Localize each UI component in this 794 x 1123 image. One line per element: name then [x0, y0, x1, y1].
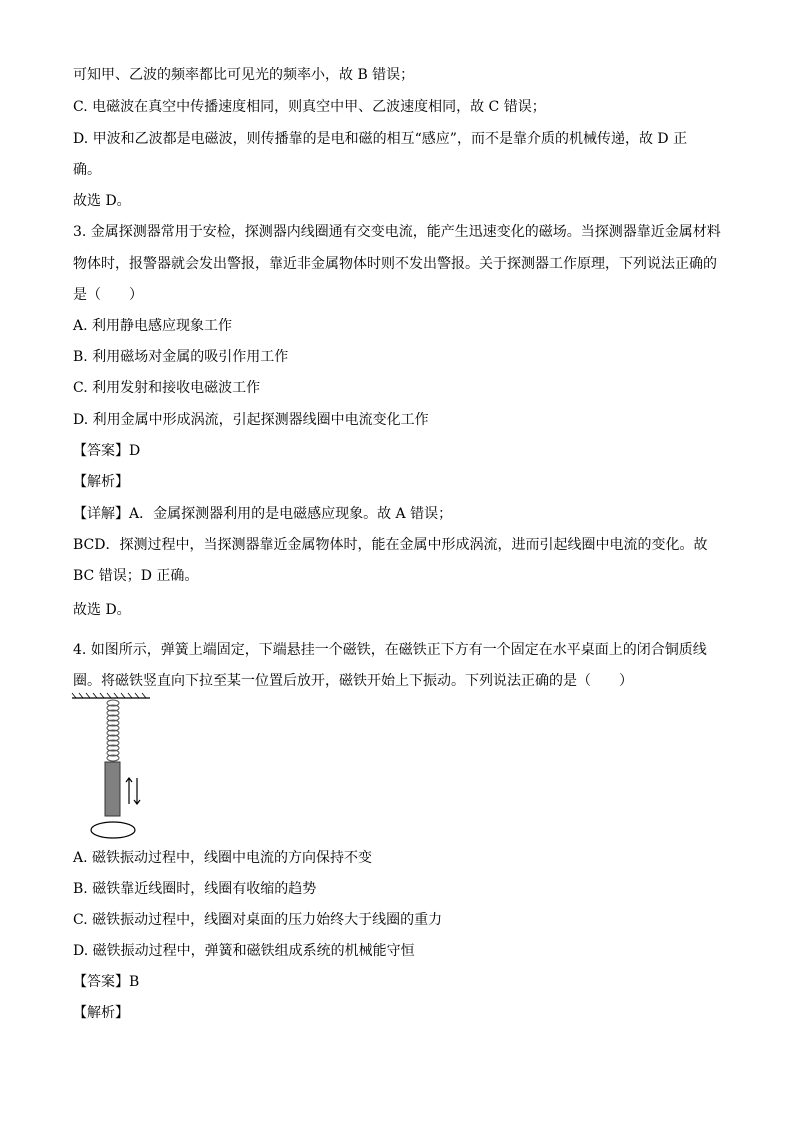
question-4-stem: 圈。将磁铁竖直向下拉至某一位置后放开，磁铁开始上下振动。下列说法正确的是（ ）	[73, 673, 633, 689]
spring-magnet-figure	[70, 692, 160, 842]
detail-text: BCD．探测过程中，当探测器靠近金属物体时，能在金属中形成涡流，进而引起线圈中电流的变化。故	[73, 537, 708, 553]
text-line: 确。	[73, 162, 101, 178]
spring	[107, 700, 119, 761]
question-3-stem: 是（ ）	[73, 287, 143, 303]
copper-coil	[91, 822, 135, 838]
option-b: B. 利用磁场对金属的吸引作用工作	[73, 349, 289, 365]
question-3-stem: 物体时，报警器就会发出警报，靠近非金属物体时则不发出警报。关于探测器工作原理，下列说法正确的	[73, 256, 717, 272]
magnet	[105, 762, 120, 816]
option-d: D. 磁铁振动过程中，弹簧和磁铁组成系统的机械能守恒	[73, 943, 415, 959]
answer-label: 【答案】B	[73, 974, 140, 990]
text-line: 故选 D。	[73, 193, 131, 209]
text-line: 故选 D。	[73, 602, 131, 618]
ceiling-support	[72, 693, 150, 698]
detail-text: BC 错误；D 正确。	[73, 568, 199, 584]
answer-label: 【答案】D	[73, 443, 141, 459]
option-d: D. 利用金属中形成涡流，引起探测器线圈中电流变化工作	[73, 412, 429, 428]
option-a: A. 利用静电感应现象工作	[73, 318, 233, 334]
question-3-stem: 3. 金属探测器常用于安检，探测器内线圈通有交变电流，能产生迅速变化的磁场。当探测器靠近金属材料	[73, 224, 721, 240]
option-a: A. 磁铁振动过程中，线圈中电流的方向保持不变	[73, 850, 373, 866]
question-4-stem: 4. 如图所示，弹簧上端固定，下端悬挂一个磁铁，在磁铁正下方有一个固定在水平桌面上的闭合铜质线	[73, 642, 707, 658]
detail-text: 【详解】A．金属探测器利用的是电磁感应现象。故 A 错误；	[73, 506, 453, 522]
oscillation-arrows-icon	[126, 778, 140, 804]
option-b: B. 磁铁靠近线圈时，线圈有收缩的趋势	[73, 881, 317, 897]
option-c: C. 磁铁振动过程中，线圈对桌面的压力始终大于线圈的重力	[73, 912, 443, 928]
analysis-label: 【解析】	[73, 1005, 129, 1021]
text-line: 可知甲、乙波的频率都比可见光的频率小，故 B 错误；	[73, 67, 415, 83]
analysis-label: 【解析】	[73, 474, 129, 490]
option-c: C. 利用发射和接收电磁波工作	[73, 380, 261, 396]
text-line: D. 甲波和乙波都是电磁波，则传播靠的是电和磁的相互“感应”，而不是靠介质的机械传递，故 D 正	[73, 131, 688, 147]
text-line: C. 电磁波在真空中传播速度相同，则真空中甲、乙波速度相同，故 C 错误；	[73, 99, 546, 115]
